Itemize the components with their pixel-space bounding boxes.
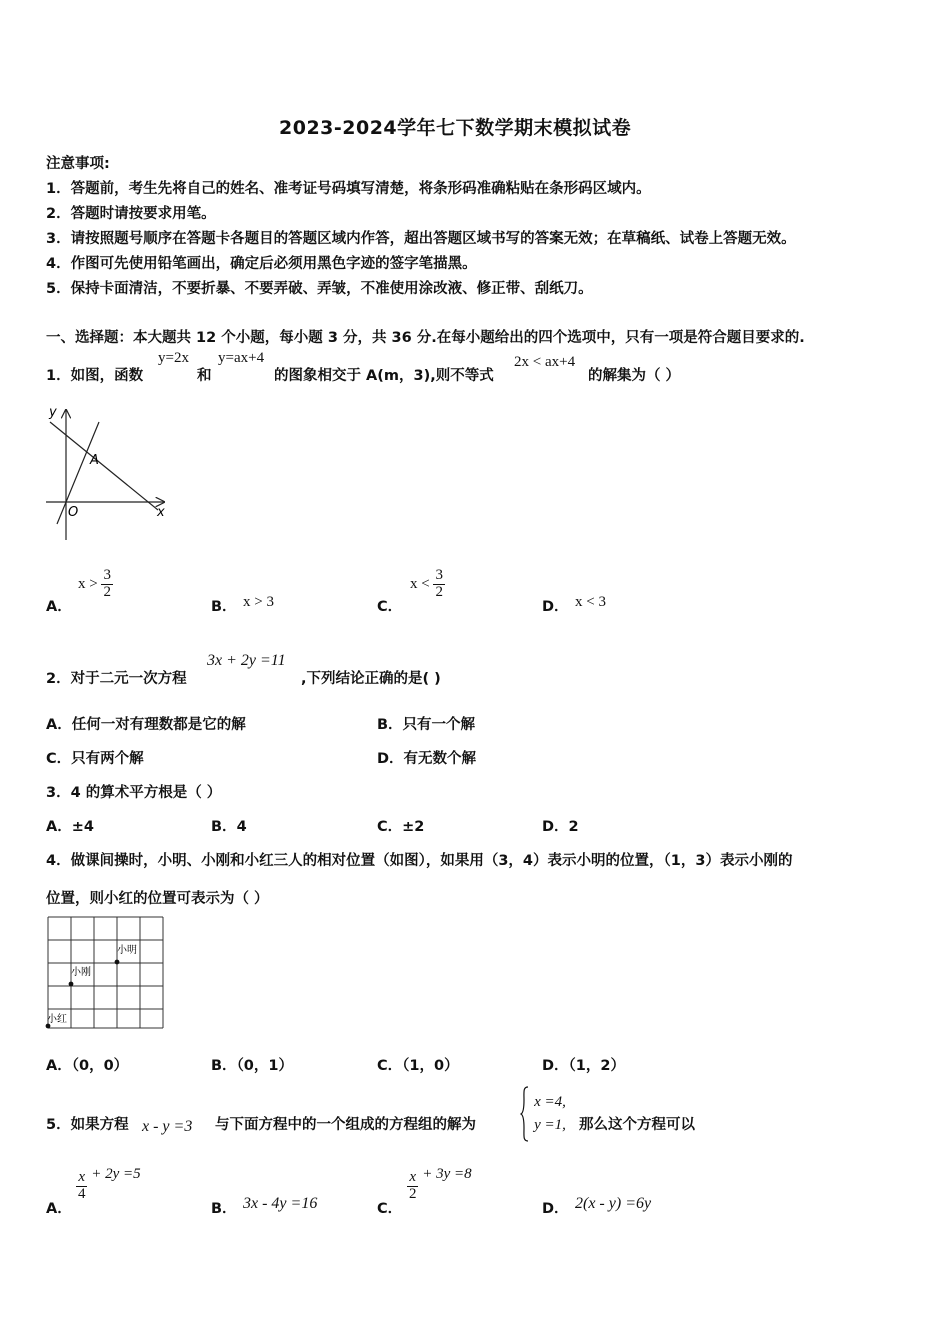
- option-label: C．: [377, 819, 403, 835]
- denominator: 4: [78, 1185, 86, 1202]
- system-line-2: y =1,: [534, 1117, 566, 1133]
- q1-option-a-label: A．: [46, 599, 72, 615]
- q2-equation: 3x + 2y =11: [207, 652, 286, 669]
- q4-text-line-2: 位置，则小红的位置可表示为（ ）: [46, 891, 269, 907]
- numerator: 3: [103, 567, 111, 583]
- q1-text-3: 的图象相交于 A(m，3),则不等式: [274, 368, 494, 384]
- xiaoming-point: [115, 960, 120, 965]
- q2-text-2: ,下列结论正确的是( ): [301, 671, 441, 687]
- option-c-prefix: x <: [410, 575, 430, 592]
- y-axis-label: y: [49, 405, 57, 420]
- q4-position-grid: [42, 912, 167, 1032]
- q5-option-b-label: B．: [211, 1201, 237, 1217]
- xiaogang-label: 小刚: [71, 967, 91, 978]
- q5-option-b: 3x - 4y =16: [243, 1195, 318, 1212]
- section-heading: 一、选择题：本大题共 12 个小题，每小题 3 分，共 36 分.在每小题给出的四个选项中，只有一项是符合题目要求的.: [46, 330, 805, 346]
- xiaohong-label: 小红: [47, 1014, 67, 1025]
- option-a-fraction: [101, 568, 113, 601]
- q4-option-b: [211, 1054, 293, 1075]
- q1-option-d-label: D．: [542, 599, 569, 615]
- option-text: 任何一对有理数都是它的解: [71, 717, 246, 733]
- x-axis-label: x: [157, 505, 165, 520]
- q5-text-2: 与下面方程中的一个组成的方程组的解为: [215, 1117, 476, 1133]
- option-label: B．: [377, 717, 403, 733]
- q2-option-b: [377, 713, 475, 734]
- q1-option-b-label: B．: [211, 599, 237, 615]
- numerator: x: [78, 1169, 86, 1185]
- q4-option-c: [377, 1054, 459, 1075]
- q1-text-4: 的解集为（ ）: [588, 368, 681, 384]
- q5-text-3: 那么这个方程可以: [579, 1117, 695, 1133]
- left-brace: [520, 1086, 529, 1142]
- option-a-fraction: [76, 1170, 88, 1203]
- notice-item-4: 4．作图可先使用铅笔画出，确定后必须用黑色字迹的签字笔描黑。: [46, 256, 477, 272]
- q1-formula-2: y=ax+4: [218, 350, 265, 366]
- option-label: D．: [377, 751, 404, 767]
- option-label: A．: [46, 1058, 72, 1074]
- system-lines: [534, 1091, 566, 1138]
- option-text: ±2: [402, 819, 425, 835]
- option-text: （0，1）: [236, 1058, 293, 1074]
- q1-option-c: [410, 568, 445, 601]
- q2-option-d: [377, 747, 476, 768]
- option-text: 4: [236, 819, 247, 835]
- notice-heading: 注意事项:: [46, 156, 110, 172]
- q1-formula-1: y=2x: [158, 350, 189, 366]
- q5-option-a-label: A．: [46, 1201, 72, 1217]
- q3-option-d: [542, 815, 579, 836]
- option-label: D．: [542, 1058, 569, 1074]
- q5-text-1: 5．如果方程: [46, 1117, 129, 1133]
- grid-lines: [48, 917, 163, 1028]
- notice-item-2: 2．答题时请按要求用笔。: [46, 206, 216, 222]
- option-c-rest: + 3y =8: [422, 1165, 472, 1182]
- q2-option-c: [46, 747, 144, 768]
- denominator: 2: [435, 583, 443, 600]
- option-text: 只有两个解: [71, 751, 144, 767]
- q5-equation-system: [520, 1086, 566, 1142]
- xiaogang-point: [69, 982, 74, 987]
- option-text: 2: [568, 819, 579, 835]
- q1-option-a: [78, 568, 113, 601]
- notice-item-1: 1．答题前，考生先将自己的姓名、准考证号码填写清楚，将条形码准确粘贴在条形码区域内。: [46, 181, 651, 197]
- option-label: C．: [46, 751, 72, 767]
- q5-equation: x - y =3: [142, 1118, 193, 1135]
- numerator: x: [409, 1169, 417, 1185]
- origin-label: O: [68, 505, 79, 520]
- q1-text-1: 1．如图，函数: [46, 368, 144, 384]
- q2-text-1: 2．对于二元一次方程: [46, 671, 187, 687]
- option-label: D．: [542, 819, 569, 835]
- option-text: 有无数个解: [403, 751, 477, 767]
- q4-option-a: [46, 1054, 128, 1075]
- option-c-fraction: [407, 1170, 419, 1203]
- denominator: 2: [409, 1185, 417, 1202]
- xiaoming-label: 小明: [117, 945, 137, 956]
- q3-option-a: [46, 815, 94, 836]
- q4-option-d: [542, 1054, 625, 1075]
- q1-inequality: 2x < ax+4: [514, 354, 576, 370]
- page-title: 2023-2024学年七下数学期末模拟试卷: [279, 117, 632, 139]
- point-a-label: A: [90, 453, 99, 468]
- option-a-rest: + 2y =5: [91, 1165, 141, 1182]
- q3-text: 3．4 的算术平方根是（ ）: [46, 785, 222, 801]
- q3-option-b: [211, 815, 247, 836]
- q2-option-a: [46, 713, 246, 734]
- option-text: ±4: [71, 819, 94, 835]
- option-label: C．: [377, 1058, 403, 1074]
- notice-item-3: 3．请按照题号顺序在答题卡各题目的答题区域内作答，超出答题区域书写的答案无效；在草稿纸、试卷上答题无效。: [46, 231, 796, 247]
- option-label: B．: [211, 1058, 237, 1074]
- q1-text-2: 和: [197, 368, 212, 384]
- notice-item-5: 5．保持卡面清洁，不要折暴、不要弄破、弄皱，不准使用涂改液、修正带、刮纸刀。: [46, 281, 593, 297]
- q1-option-b: x > 3: [243, 594, 274, 610]
- option-label: A．: [46, 819, 72, 835]
- option-text: （1，2）: [568, 1058, 625, 1074]
- numerator: 3: [435, 567, 443, 583]
- option-a-prefix: x >: [78, 575, 98, 592]
- option-label: B．: [211, 819, 237, 835]
- option-c-fraction: [433, 568, 445, 601]
- q5-option-a: [76, 1165, 141, 1203]
- q1-option-c-label: C．: [377, 599, 403, 615]
- system-line-1: x =4,: [534, 1093, 566, 1110]
- option-label: A．: [46, 717, 72, 733]
- denominator: 2: [103, 583, 111, 600]
- q3-option-c: [377, 815, 424, 836]
- option-text: 只有一个解: [402, 717, 476, 733]
- q5-option-c-label: C．: [377, 1201, 403, 1217]
- q5-option-d-label: D．: [542, 1201, 569, 1217]
- option-text: （0，0）: [71, 1058, 129, 1074]
- q5-option-c: [407, 1165, 472, 1203]
- q1-function-graph: [40, 400, 175, 542]
- q1-option-d: x < 3: [575, 594, 606, 610]
- q4-text-line-1: 4．做课间操时，小明、小刚和小红三人的相对位置（如图），如果用（3，4）表示小明的位置，（1，3）表示小刚的: [46, 853, 793, 869]
- q5-option-d: 2(x - y) =6y: [575, 1195, 652, 1212]
- option-text: （1，0）: [402, 1058, 459, 1074]
